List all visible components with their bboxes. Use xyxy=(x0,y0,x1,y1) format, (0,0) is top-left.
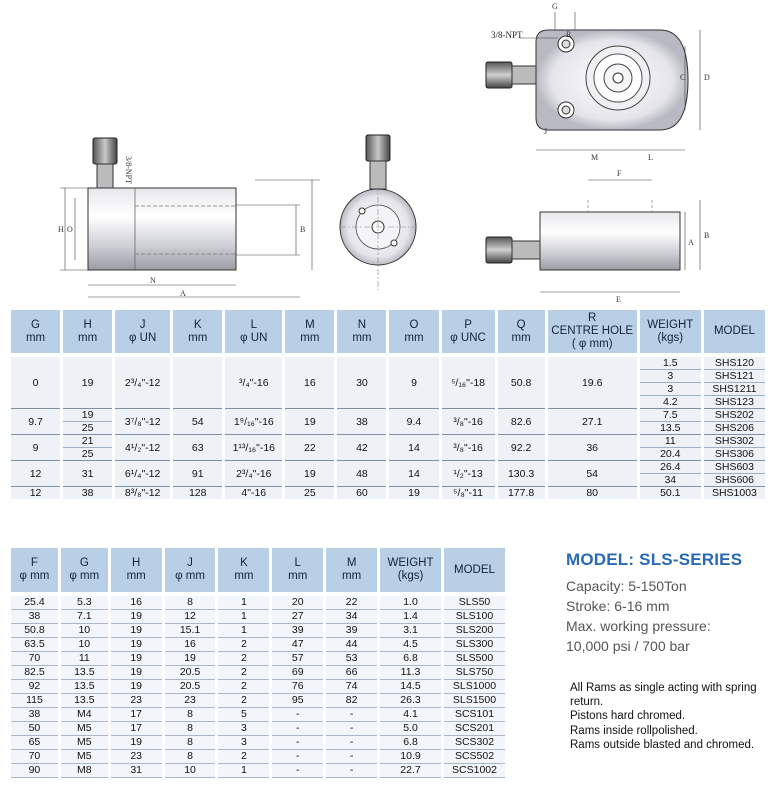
table-cell: 50.8 xyxy=(10,624,60,638)
cell-g: 0 xyxy=(10,355,62,409)
side-view-cylinder xyxy=(58,138,320,297)
col-weight: WEIGHT (kgs) xyxy=(638,310,702,355)
table-cell: 14.5 xyxy=(379,680,443,694)
table-cell: 10 xyxy=(59,638,109,652)
table-cell: 82.5 xyxy=(10,666,60,680)
note-item: Pistons hard chromed. xyxy=(570,710,686,722)
cell-weight: 13.5 xyxy=(638,422,702,435)
cell-n: 30 xyxy=(336,355,388,409)
cell-o: 14 xyxy=(388,435,440,461)
svg-text:L: L xyxy=(648,153,653,162)
table-cell: 6.8 xyxy=(379,736,443,750)
pressure-value: 10,000 psi / 700 bar xyxy=(566,638,690,654)
col-model2: MODEL xyxy=(442,548,506,594)
cell-h: 38 xyxy=(62,487,114,500)
table-cell: 4.1 xyxy=(379,708,443,722)
cell-q: 130.3 xyxy=(496,461,546,487)
table-cell: 5.3 xyxy=(59,594,109,610)
table-cell: 10 xyxy=(59,624,109,638)
cell-n: 60 xyxy=(336,487,388,500)
sls-table-row xyxy=(10,708,507,722)
table-cell: M5 xyxy=(59,736,109,750)
table-cell: 2 xyxy=(217,638,271,652)
table-cell: SLS100 xyxy=(442,610,506,624)
table-cell: 20.5 xyxy=(163,666,217,680)
cell-weight: 34 xyxy=(638,474,702,487)
table-cell: 19 xyxy=(109,610,163,624)
cell-h: 19 xyxy=(62,355,114,409)
cell-h: 21 xyxy=(62,435,114,448)
table-cell: 2 xyxy=(217,652,271,666)
drawings-svg xyxy=(0,0,780,305)
table-cell: 27 xyxy=(271,610,325,624)
cell-n: 38 xyxy=(336,409,388,435)
shs-table-row xyxy=(10,355,767,370)
table-cell: 23 xyxy=(109,694,163,708)
cell-h: 19 xyxy=(62,409,114,422)
svg-text:E: E xyxy=(616,295,621,304)
table-cell: 8 xyxy=(163,736,217,750)
table-cell: 20.5 xyxy=(163,680,217,694)
sls-table-row xyxy=(10,638,507,652)
col-m: M mm xyxy=(284,310,336,355)
cell-l: 1¹³/₁₆"-16 xyxy=(224,435,284,461)
cell-model: SHS606 xyxy=(702,474,766,487)
shs-header-row xyxy=(10,310,767,355)
table-cell: 1.0 xyxy=(379,594,443,610)
table-cell: - xyxy=(271,764,325,778)
cell-g: 12 xyxy=(10,461,62,487)
cell-model: SHS306 xyxy=(702,448,766,461)
sls-table-row xyxy=(10,736,507,750)
sls-table-row xyxy=(10,610,507,624)
cell-q: 92.2 xyxy=(496,435,546,461)
table-cell: 5 xyxy=(217,708,271,722)
svg-text:A: A xyxy=(180,289,186,298)
table-cell: - xyxy=(271,750,325,764)
col-m2: M mm xyxy=(325,548,379,594)
table-cell: 19 xyxy=(163,652,217,666)
shs-table-row xyxy=(10,487,767,500)
table-cell: 74 xyxy=(325,680,379,694)
table-cell: 11 xyxy=(59,652,109,666)
col-l: L φ UN xyxy=(224,310,284,355)
cell-p: ³/₈"-16 xyxy=(440,409,496,435)
table-cell: 95 xyxy=(271,694,325,708)
table-cell: 20 xyxy=(271,594,325,610)
cell-l: 1⁹/₁₆"-16 xyxy=(224,409,284,435)
cell-h: 31 xyxy=(62,461,114,487)
col-j: J φ UN xyxy=(114,310,172,355)
table-cell: 53 xyxy=(325,652,379,666)
col-g2: G φ mm xyxy=(59,548,109,594)
cell-weight: 1.5 xyxy=(638,355,702,370)
cell-j: 8³/₈"-12 xyxy=(114,487,172,500)
cell-o: 14 xyxy=(388,461,440,487)
sls-table-row xyxy=(10,666,507,680)
sls-table-row xyxy=(10,652,507,666)
cell-model: SHS121 xyxy=(702,370,766,383)
table-cell: 57 xyxy=(271,652,325,666)
cell-j: 6¹/₄"-12 xyxy=(114,461,172,487)
table-cell: 15.1 xyxy=(163,624,217,638)
table-cell: 22 xyxy=(325,594,379,610)
table-cell: 26.3 xyxy=(379,694,443,708)
table-cell: 13.5 xyxy=(59,680,109,694)
col-h2: H mm xyxy=(109,548,163,594)
sls-table-row xyxy=(10,694,507,708)
cell-m: 19 xyxy=(284,409,336,435)
table-cell: 2 xyxy=(217,694,271,708)
table-cell: 16 xyxy=(109,594,163,610)
table-cell: 23 xyxy=(109,750,163,764)
table-cell: 22.7 xyxy=(379,764,443,778)
table-cell: - xyxy=(325,764,379,778)
stroke-text: Stroke: 6-16 mm xyxy=(566,598,670,614)
notes-block xyxy=(570,682,770,754)
col-model: MODEL xyxy=(702,310,766,355)
svg-text:M: M xyxy=(591,153,599,162)
table-cell: SCS101 xyxy=(442,708,506,722)
port-label-top: 3/8-NPT xyxy=(491,30,523,40)
table-cell: M4 xyxy=(59,708,109,722)
shs-spec-table xyxy=(8,310,768,499)
table-cell: 70 xyxy=(10,750,60,764)
sls-table-wrapper xyxy=(8,548,508,778)
table-cell: 19 xyxy=(109,666,163,680)
svg-text:B: B xyxy=(704,231,710,240)
table-cell: M5 xyxy=(59,750,109,764)
sls-spec-table xyxy=(8,548,508,778)
table-cell: 1 xyxy=(217,594,271,610)
table-cell: 2 xyxy=(217,680,271,694)
col-q: Q mm xyxy=(496,310,546,355)
cell-g: 9.7 xyxy=(10,409,62,435)
svg-text:G: G xyxy=(552,2,558,11)
table-cell: 13.5 xyxy=(59,666,109,680)
cell-o: 9 xyxy=(388,355,440,409)
capacity-text: Capacity: 5-150Ton xyxy=(566,578,687,594)
cell-weight: 11 xyxy=(638,435,702,448)
cell-model: SHS120 xyxy=(702,355,766,370)
svg-text:F: F xyxy=(617,169,622,178)
cell-q: 82.6 xyxy=(496,409,546,435)
cell-r: 80 xyxy=(546,487,638,500)
cell-g: 9 xyxy=(10,435,62,461)
cell-m: 22 xyxy=(284,435,336,461)
model-info-block xyxy=(566,550,771,656)
svg-text:D: D xyxy=(704,73,710,82)
svg-text:H: H xyxy=(58,225,64,234)
table-cell: - xyxy=(325,708,379,722)
cell-p: ³/₈"-16 xyxy=(440,435,496,461)
table-cell: - xyxy=(325,750,379,764)
table-cell: SCS502 xyxy=(442,750,506,764)
cell-p: ⁵/₁₆"-18 xyxy=(440,355,496,409)
cell-m: 25 xyxy=(284,487,336,500)
col-j2: J φ mm xyxy=(163,548,217,594)
table-cell: 39 xyxy=(325,624,379,638)
table-cell: M8 xyxy=(59,764,109,778)
table-cell: 69 xyxy=(271,666,325,680)
technical-drawings xyxy=(0,0,780,305)
table-cell: SLS1000 xyxy=(442,680,506,694)
col-weight2: WEIGHT (kgs) xyxy=(379,548,443,594)
table-cell: SLS200 xyxy=(442,624,506,638)
note-item: Rams inside rollpolished. xyxy=(570,724,698,737)
table-cell: 8 xyxy=(163,708,217,722)
table-cell: 6.8 xyxy=(379,652,443,666)
table-cell: 39 xyxy=(271,624,325,638)
side-view-low-profile xyxy=(486,169,709,304)
col-p: P φ UNC xyxy=(440,310,496,355)
cell-l: 2³/₄"-16 xyxy=(224,461,284,487)
svg-text:A: A xyxy=(688,238,694,247)
table-cell: 19 xyxy=(109,624,163,638)
sls-table-row xyxy=(10,764,507,778)
table-cell: 11.3 xyxy=(379,666,443,680)
cell-weight: 26.4 xyxy=(638,461,702,474)
table-cell: SCS302 xyxy=(442,736,506,750)
table-cell: SLS500 xyxy=(442,652,506,666)
svg-text:C: C xyxy=(680,73,686,82)
col-r: R CENTRE HOLE ( φ mm) xyxy=(546,310,638,355)
cell-o: 19 xyxy=(388,487,440,500)
cell-q: 177.8 xyxy=(496,487,546,500)
sls-table-row xyxy=(10,594,507,610)
shs-table-row xyxy=(10,409,767,422)
table-cell: 13.5 xyxy=(59,694,109,708)
table-cell: SLS50 xyxy=(442,594,506,610)
sls-table-row xyxy=(10,722,507,736)
table-cell: 92 xyxy=(10,680,60,694)
cell-p: ¹/₂"-13 xyxy=(440,461,496,487)
cell-h: 25 xyxy=(62,448,114,461)
table-cell: 3.1 xyxy=(379,624,443,638)
table-cell: SCS201 xyxy=(442,722,506,736)
col-k2: K mm xyxy=(217,548,271,594)
table-cell: 47 xyxy=(271,638,325,652)
table-cell: 10.9 xyxy=(379,750,443,764)
pressure-label: Max. working pressure: xyxy=(566,618,711,634)
cell-r: 19.6 xyxy=(546,355,638,409)
cell-model: SHS206 xyxy=(702,422,766,435)
model-title: MODEL: SLS-SERIES xyxy=(566,550,743,569)
note-item: All Rams as single acting with spring return. xyxy=(570,682,757,708)
shs-table-row xyxy=(10,435,767,448)
table-cell: 5.0 xyxy=(379,722,443,736)
table-cell: 8 xyxy=(163,750,217,764)
cell-weight: 3 xyxy=(638,383,702,396)
table-cell: 16 xyxy=(163,638,217,652)
cell-m: 16 xyxy=(284,355,336,409)
cell-r: 36 xyxy=(546,435,638,461)
table-cell: SLS750 xyxy=(442,666,506,680)
cell-k: 91 xyxy=(172,461,224,487)
table-cell: 3 xyxy=(217,736,271,750)
col-o: O mm xyxy=(388,310,440,355)
end-view-disc xyxy=(340,135,416,290)
shs-table-row xyxy=(10,461,767,474)
table-cell: 10 xyxy=(163,764,217,778)
table-cell: SCS1002 xyxy=(442,764,506,778)
table-cell: 19 xyxy=(109,638,163,652)
cell-q: 50.8 xyxy=(496,355,546,409)
table-cell: 63.5 xyxy=(10,638,60,652)
table-cell: 44 xyxy=(325,638,379,652)
cell-n: 48 xyxy=(336,461,388,487)
table-cell: SLS300 xyxy=(442,638,506,652)
cell-r: 27.1 xyxy=(546,409,638,435)
table-cell: 70 xyxy=(10,652,60,666)
table-cell: SLS1500 xyxy=(442,694,506,708)
cell-weight: 50.1 xyxy=(638,487,702,500)
cell-weight: 7.5 xyxy=(638,409,702,422)
top-view-flange xyxy=(486,2,710,162)
cell-model: SHS1003 xyxy=(702,487,766,500)
table-cell: 1 xyxy=(217,610,271,624)
table-cell: - xyxy=(271,708,325,722)
cell-model: SHS302 xyxy=(702,435,766,448)
table-cell: 8 xyxy=(163,722,217,736)
cell-weight: 4.2 xyxy=(638,396,702,409)
table-cell: 17 xyxy=(109,708,163,722)
table-cell: 66 xyxy=(325,666,379,680)
cell-h: 25 xyxy=(62,422,114,435)
table-cell: 2 xyxy=(217,750,271,764)
svg-text:J: J xyxy=(544,127,548,136)
table-cell: 1.4 xyxy=(379,610,443,624)
cell-k: 63 xyxy=(172,435,224,461)
table-cell: 8 xyxy=(163,594,217,610)
svg-text:O: O xyxy=(67,225,73,234)
table-cell: 65 xyxy=(10,736,60,750)
svg-text:N: N xyxy=(150,276,156,285)
sls-table-row xyxy=(10,680,507,694)
table-cell: 1 xyxy=(217,764,271,778)
svg-text:B: B xyxy=(300,225,306,234)
cell-model: SHS1211 xyxy=(702,383,766,396)
table-cell: 31 xyxy=(109,764,163,778)
sls-header-row xyxy=(10,548,507,594)
cell-j: 4¹/₂"-12 xyxy=(114,435,172,461)
col-f: F φ mm xyxy=(10,548,60,594)
col-n: N mm xyxy=(336,310,388,355)
note-item: Rams outside blasted and chromed. xyxy=(570,739,755,751)
table-cell: 1 xyxy=(217,624,271,638)
table-cell: 4.5 xyxy=(379,638,443,652)
cell-k: 54 xyxy=(172,409,224,435)
cell-n: 42 xyxy=(336,435,388,461)
table-cell: 82 xyxy=(325,694,379,708)
table-cell: 19 xyxy=(109,680,163,694)
cell-k xyxy=(172,355,224,409)
cell-k: 128 xyxy=(172,487,224,500)
col-k: K mm xyxy=(172,310,224,355)
shs-table-body xyxy=(10,355,767,499)
table-cell: 38 xyxy=(10,610,60,624)
table-cell: - xyxy=(271,722,325,736)
sls-table-row xyxy=(10,624,507,638)
cell-o: 9.4 xyxy=(388,409,440,435)
cell-weight: 3 xyxy=(638,370,702,383)
table-cell: 115 xyxy=(10,694,60,708)
table-cell: 17 xyxy=(109,722,163,736)
table-cell: 50 xyxy=(10,722,60,736)
table-cell: 19 xyxy=(109,652,163,666)
cell-model: SHS202 xyxy=(702,409,766,422)
table-cell: 12 xyxy=(163,610,217,624)
table-cell: 3 xyxy=(217,722,271,736)
cell-model: SHS123 xyxy=(702,396,766,409)
table-cell: 90 xyxy=(10,764,60,778)
table-cell: - xyxy=(325,736,379,750)
svg-text:R: R xyxy=(566,30,572,39)
cell-g: 12 xyxy=(10,487,62,500)
table-cell: 23 xyxy=(163,694,217,708)
table-cell: - xyxy=(325,722,379,736)
col-g: G mm xyxy=(10,310,62,355)
sls-table-body xyxy=(10,594,507,778)
table-cell: 34 xyxy=(325,610,379,624)
cell-model: SHS603 xyxy=(702,461,766,474)
cell-r: 54 xyxy=(546,461,638,487)
cell-m: 19 xyxy=(284,461,336,487)
table-cell: 25.4 xyxy=(10,594,60,610)
table-cell: 7.1 xyxy=(59,610,109,624)
cell-p: ⁵/₈"-11 xyxy=(440,487,496,500)
col-h: H mm xyxy=(62,310,114,355)
table-cell: 19 xyxy=(109,736,163,750)
table-cell: 38 xyxy=(10,708,60,722)
cell-j: 3⁷/₈"-12 xyxy=(114,409,172,435)
cell-j: 2³/₄"-12 xyxy=(114,355,172,409)
sls-table-row xyxy=(10,750,507,764)
table-cell: 2 xyxy=(217,666,271,680)
cell-l: 4"-16 xyxy=(224,487,284,500)
table-cell: - xyxy=(271,736,325,750)
shs-table-wrapper xyxy=(8,310,768,499)
table-cell: M5 xyxy=(59,722,109,736)
cell-l: ³/₄"-16 xyxy=(224,355,284,409)
cell-weight: 20.4 xyxy=(638,448,702,461)
port-label-side: 3/8-NPT xyxy=(124,156,133,184)
table-cell: 76 xyxy=(271,680,325,694)
col-l2: L mm xyxy=(271,548,325,594)
